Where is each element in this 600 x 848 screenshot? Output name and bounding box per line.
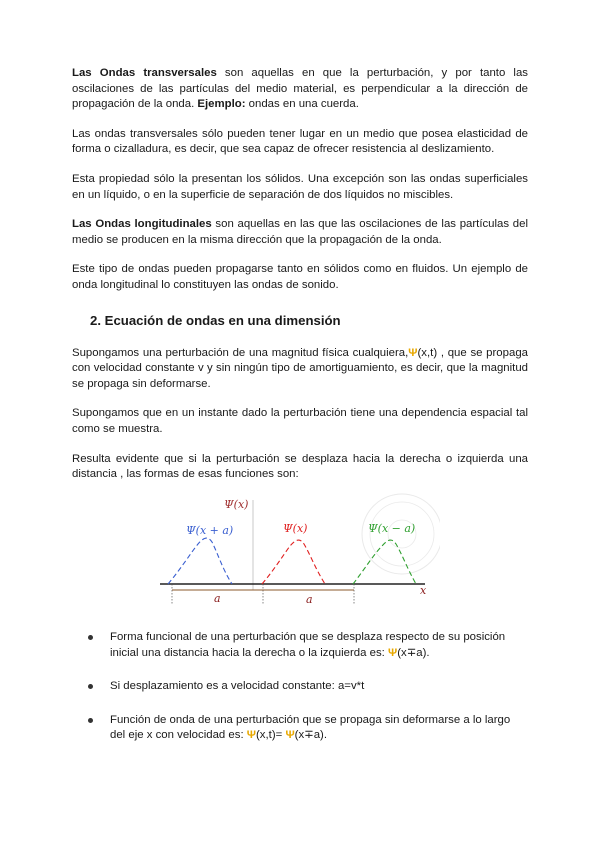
psi-icon: Ψ <box>246 729 256 742</box>
example-label: Ejemplo: <box>197 98 246 111</box>
term-longitudinal: Las Ondas longitudinales <box>72 218 212 231</box>
paragraph-solids: Esta propiedad sólo la presentan los sólidos. Una excepción son las ondas superficiales en un líquido, o en la superficie de separación de dos líquidos no miscibles. <box>72 172 528 201</box>
label-a1: a <box>214 592 221 605</box>
label-right: Ψ(x − a) <box>368 522 416 535</box>
psi-icon: Ψ <box>408 346 418 359</box>
curve-right <box>353 540 416 584</box>
curve-left <box>168 538 232 584</box>
paragraph-elasticity: Las ondas transversales sólo pueden tener lugar en un medio que posea elasticidad de forma o cizalladura, es decir, que sea capaz de ofrecer resistencia al deslizamiento. <box>72 127 528 156</box>
document-body <box>72 66 528 483</box>
label-x: x <box>420 584 427 597</box>
psi-icon: Ψ <box>285 729 295 742</box>
label-a2: a <box>306 593 313 606</box>
bullet-icon <box>88 718 93 723</box>
list-item: Función de onda de una perturbación que se propaga sin deformarse a lo largo del eje x con velocidad es: Ψ(x,t)= Ψ(x∓a). <box>88 713 528 744</box>
paragraph-longitudinal: Las Ondas longitudinales son aquellas en las que las oscilaciones de las partículas del medio se producen en la misma dirección que la propagación de la onda. <box>72 218 528 246</box>
psi-icon: Ψ <box>387 646 398 659</box>
curve-center <box>262 540 325 584</box>
paragraph-instant: Supongamos que en un instante dado la perturbación tiene una dependencia espacial tal como se muestra. <box>72 407 528 435</box>
label-center: Ψ(x) <box>283 522 308 535</box>
paragraph-sound: Este tipo de ondas pueden propagarse tanto en sólidos como en fluidos. Un ejemplo de onda longitudinal lo constituyen las ondas de sonido. <box>72 263 528 291</box>
paragraph-shift: Resulta evidente que si la perturbación se desplaza hacia la derecha o izquierda una distancia , las formas de esas funciones son: <box>72 452 528 481</box>
paragraph-transversal: Las Ondas transversales son aquellas en que la perturbación, y por tanto las oscilaciones de las partículas del medio material, es perpendicular a la dirección de propagación de la onda. Ejemplo: ondas en una cuerda. <box>72 67 528 111</box>
distance-markers <box>172 584 354 604</box>
label-axis: Ψ(x) <box>224 498 249 511</box>
paragraph-perturbation: Supongamos una perturbación de una magnitud física cualquiera,Ψ(x,t) , que se propaga con velocidad constante v y sin ningún tipo de amortiguamiento, es decir, que la magnitud se propaga sin deformarse. <box>72 346 528 390</box>
bullet-icon <box>88 635 93 640</box>
bullet-list <box>88 630 528 762</box>
label-left: Ψ(x + a) <box>186 524 234 537</box>
bullet-icon <box>88 684 93 689</box>
list-item: Si desplazamiento es a velocidad constante: a=v*t <box>88 679 528 695</box>
wave-figure <box>150 492 440 610</box>
term-transversal: Las Ondas transversales <box>72 67 217 79</box>
list-item: Forma funcional de una perturbación que se desplaza respecto de su posición inicial una distancia hacia la derecha o la izquierda es: Ψ(x∓a). <box>88 630 528 661</box>
section-heading: 2. Ecuación de ondas en una dimensión <box>90 312 341 328</box>
